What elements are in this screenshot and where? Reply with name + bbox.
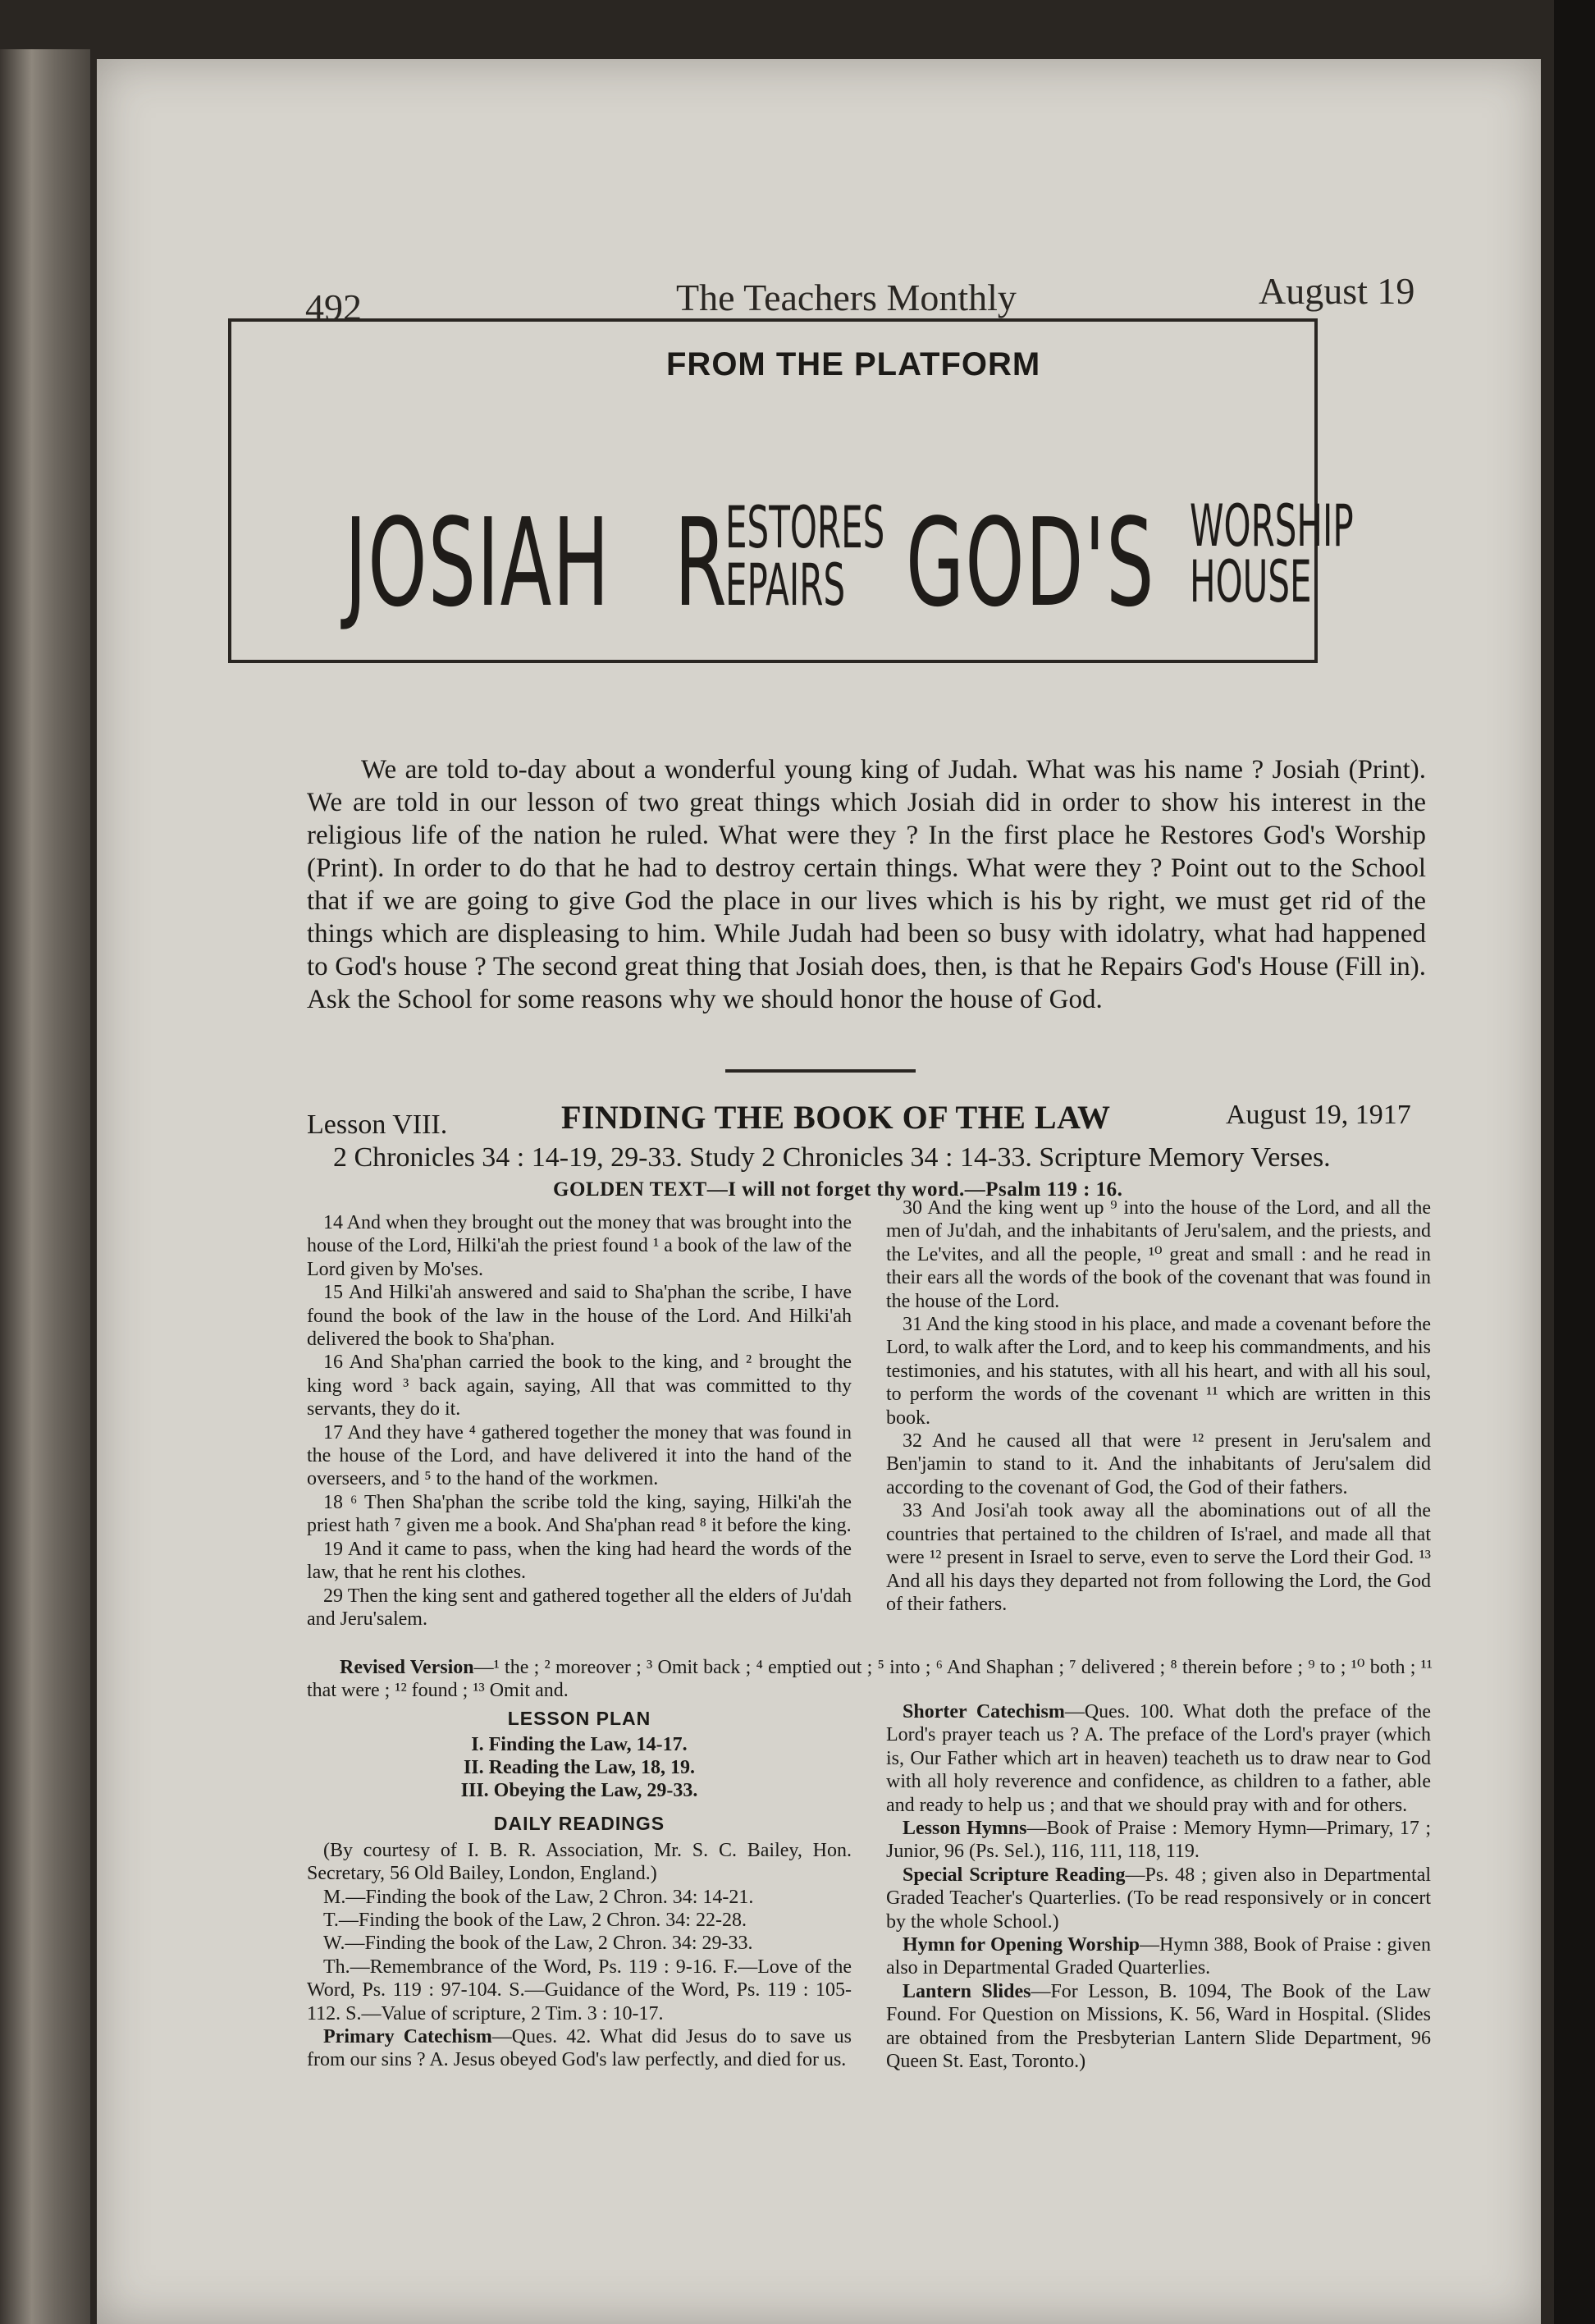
shorter-catechism [886,1700,1431,1817]
daily-readings-courtesy: (By courtesy of I. B. R. Association, Mr. S. C. Bailey, Hon. Secretary, 56 Old Bailey, London, England.) [307,1839,852,1885]
verse-15: 15 And Hilki'ah answered and said to Sha'phan the scribe, I have found the book of the law in the house of the Lord. And Hilki'ah delivered the book to Sha'phan. [307,1282,852,1351]
lesson-plan-item-2: II. Reading the Law, 18, 19. [463,1757,696,1779]
revised-version [307,1656,1433,1703]
banner-gods: GOD'S [906,492,1155,634]
right-column-verses [886,1196,1431,1616]
verse-16: 16 And Sha'phan carried the book to the king, and ² brought the king word ³ back again, saying, All that was committed to thy servants, they do it. [307,1352,852,1420]
verse-33: 33 And Josi'ah took away all the abominations out of all the countries that pertained to the children of Is'rael, and made all that were ¹² present in Israel to serve, even to serve the Lord their God. ¹³ And all his days they departed not from following the Lord, the God of their fathers. [886,1500,1431,1615]
primary-catechism-label: Primary Catechism [323,2026,492,2048]
section-title: FROM THE PLATFORM [666,346,1041,382]
golden-text: GOLDEN TEXT—I will not forget thy word.—Psalm 119 : 16. [553,1178,1123,1201]
verse-32: 32 And he caused all that were ¹² present in Jeru'salem and Ben'jamin to stand to it. And the inhabitants of Jeru'salem did according to the covenant of God, the God of their fathers. [886,1430,1431,1498]
running-title: The Teachers Monthly [676,277,1017,318]
primary-catechism [307,2025,852,2072]
lesson-hymns [886,1817,1431,1864]
lesson-reference: 2 Chronicles 34 : 14-19, 29-33. Study 2 Chronicles 34 : 14-33. Scripture Memory Verses. [333,1142,1331,1173]
banner-house: HOUSE [1190,548,1312,615]
verse-18: 18 ⁶ Then Sha'phan the scribe told the king, saying, Hilki'ah the priest hath ⁷ given me a book. And Sha'phan read ⁸ it before the king. [307,1491,852,1537]
divider-rule [725,1069,916,1073]
lesson-plan-item-3: III. Obeying the Law, 29-33. [460,1780,698,1802]
banner-josiah: JOSIAH [345,492,610,634]
special-reading-label: Special Scripture Reading [903,1864,1126,1886]
daily-reading-2: T.—Finding the book of the Law, 2 Chron. 34: 22-28. [323,1910,747,1932]
adjacent-page-edge [1554,0,1595,2324]
daily-reading-4: Th.—Remembrance of the Word, Ps. 119 : 9-16. F.—Love of the Word, Ps. 119 : 97-104. S.—Guidance of the Word, Ps. 119 : 105-112. S.—Value of scripture, 2 Tim. 3 : 10-17. [307,1956,852,2024]
lesson-date: August 19, 1917 [1226,1100,1411,1130]
daily-reading-3: W.—Finding the book of the Law, 2 Chron. 34: 29-33. [323,1933,753,1955]
special-reading-text: —Ps. 48 ; given also in Departmental Graded Teacher's Quarterlies. (To be read responsively or in concert by the whole School.) [886,1864,1432,1933]
revised-version-label: Revised Version [340,1657,474,1678]
lesson-plan-title: LESSON PLAN [507,1708,651,1729]
lantern-slides-text: —For Lesson, B. 1094, The Book of the Law Found. For Question on Missions, K. 56, Ward in Hospital. (Slides are obtained from the Presbyterian Lantern Slide Department, 96 Queen St. East, Toronto.) [886,1980,1431,2073]
verse-14: 14 And when they brought out the money that was brought into the house of the Lord, Hilki'ah the priest found ¹ a book of the law of the Lord given by Mo'ses. [307,1212,852,1280]
shorter-catechism-text: —Ques. 100. What doth the preface of the Lord's prayer teach us ? A. The preface of the Lord's prayer (which is, Our Father which art in heaven) teacheth us to draw near to God with all holy reverence and confidence, as children to a father, able and ready to help us ; and that we should pray with and for others. [886,1701,1432,1816]
left-lower-block [307,1707,852,2072]
banner-r-letter: R [674,492,729,634]
special-reading [886,1864,1431,1933]
verse-17: 17 And they have ⁴ gathered together the money that was found in the house of the Lord, and have delivered it into the hand of the overseers, and ⁵ to the hand of the workmen. [307,1421,852,1490]
page-number: 492 [305,286,362,328]
shorter-catechism-label: Shorter Catechism [903,1701,1065,1722]
lesson-plan-item-1: I. Finding the Law, 14-17. [471,1734,688,1756]
verse-30: 30 And the king went up ⁹ into the house of the Lord, and all the men of Ju'dah, and the inhabitants of Jeru'salem, and the priests, and the Le'vites, and all the people, ¹⁰ great and small : and he read in their ears all the words of the book of the covenant that was found in the house of the Lord. [886,1197,1431,1312]
running-date: August 19 [1259,270,1415,312]
banner-restores: ESTORES [725,494,885,561]
lantern-slides [886,1980,1431,2074]
revised-version-text: —¹ the ; ² moreover ; ³ Omit back ; ⁴ emptied out ; ⁵ into ; ⁶ And Shaphan ; ⁷ delivered ; ⁸ therein before ; ⁹ to ; ¹⁰ both ; ¹¹ that were ; ¹² found ; ¹³ Omit and. [307,1657,1433,1702]
banner-worship: WORSHIP [1190,492,1354,560]
lesson-title: FINDING THE BOOK OF THE LAW [561,1099,1111,1136]
daily-readings-title: DAILY READINGS [493,1813,665,1835]
verse-29: 29 Then the king sent and gathered together all the elders of Ju'dah and Jeru'salem. [307,1585,852,1630]
verse-19: 19 And it came to pass, when the king had heard the words of the law, that he rent his clothes. [307,1538,852,1584]
primary-catechism-text: —Ques. 42. What did Jesus do to save us from our sins ? A. Jesus obeyed God's law perfectly, and died for us. [307,2026,852,2071]
verse-31: 31 And the king stood in his place, and made a covenant before the Lord, to walk after the Lord, and to keep his commandments, and his testimonies, and his statutes, with all his heart, and with all his soul, to perform the words of the covenant ¹¹ which are written in this book. [886,1314,1431,1429]
lantern-slides-label: Lantern Slides [903,1980,1031,2002]
daily-reading-1: M.—Finding the book of the Law, 2 Chron. 34: 14-21. [323,1886,754,1908]
lesson-number: Lesson VIII. [307,1109,448,1140]
lesson-hymns-text: —Book of Praise : Memory Hymn—Primary, 17 ; Junior, 96 (Ps. Sel.), 116, 111, 118, 119. [886,1818,1431,1863]
lesson-hymns-label: Lesson Hymns [903,1818,1027,1840]
right-lower-block [886,1700,1431,2074]
opening-worship [886,1933,1431,1980]
intro-paragraph: We are told to-day about a wonderful young king of Judah. What was his name ? Josiah (Print). We are told in our lesson of two great things which Josiah did in order to show his interest in the religious life of the nation he ruled. What were they ? In the first place he Restores God's Worship (Print). In order to do that he had to destroy certain things. What were they ? Point out to the School that if we are going to give God the place in our lives which is his by right, we must get rid of the things which are displeasing to him. While Judah had been so busy with idolatry, what had happened to God's house ? The second great thing that Josiah does, then, is that he Repairs God's House (Fill in). Ask the School for some reasons why we should honor the house of God. [307,755,1426,1014]
banner-repairs: EPAIRS [725,551,846,619]
book-spine [0,49,90,2324]
opening-worship-text: —Hymn 388, Book of Praise : given also in Departmental Graded Quarterlies. [886,1934,1431,1979]
left-column-verses [307,1211,852,1631]
opening-worship-label: Hymn for Opening Worship [903,1934,1140,1956]
